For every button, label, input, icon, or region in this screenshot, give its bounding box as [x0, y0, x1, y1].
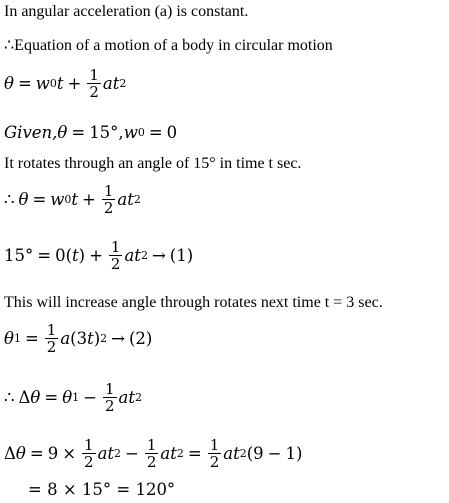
given-values: Given, θ = 15°, w 0 = 0	[4, 123, 178, 142]
equation-2: θ 1 = $\frac{1}{2}$ a (3 t ) 2 → (2)	[4, 321, 153, 356]
equation-delta-expanded: Δ θ = 9 × $\frac{1}{2}$ at 2 − $\frac{1}{2}$ at 2 = $\frac{1}{2}$ at 2 (9 − 1)	[4, 436, 303, 471]
fraction-half: $\frac{1}{2}$	[103, 182, 114, 217]
fraction-half: $\frac{1}{2}$	[89, 66, 99, 101]
text-line-equation-heading: ∴Equation of a motion of a body in circular motion	[4, 37, 333, 54]
fraction-half: $\frac{1}{2}$	[110, 238, 121, 273]
fraction-half: $\frac{1}{2}$	[46, 321, 57, 356]
fraction-half: $\frac{1}{2}$	[84, 436, 94, 471]
equation-motion: θ = w 0 t + $\frac{1}{2}$ at 2	[4, 66, 127, 101]
equation-motion-repeat: ∴ θ = w 0 t + $\frac{1}{2}$ at 2	[4, 182, 141, 217]
text-line-rotates-15: It rotates through an angle of 15° in time t sec.	[4, 155, 302, 172]
equation-final-result: = 8 × 15° = 120°	[28, 480, 176, 499]
fraction-half: $\frac{1}{2}$	[104, 380, 115, 415]
fraction-half: $\frac{1}{2}$	[146, 436, 157, 471]
fraction-half: $\frac{1}{2}$	[209, 436, 220, 471]
equation-delta-theta: ∴ Δ θ = θ 1 − $\frac{1}{2}$ at 2	[4, 380, 142, 415]
equation-1: 15° = 0( t ) + $\frac{1}{2}$ at 2 → (1)	[4, 238, 194, 273]
text-line-next-time: This will increase angle through rotates next time t = 3 sec.	[4, 294, 383, 311]
text-line-constant-acceleration: In angular acceleration (a) is constant.	[4, 3, 249, 20]
